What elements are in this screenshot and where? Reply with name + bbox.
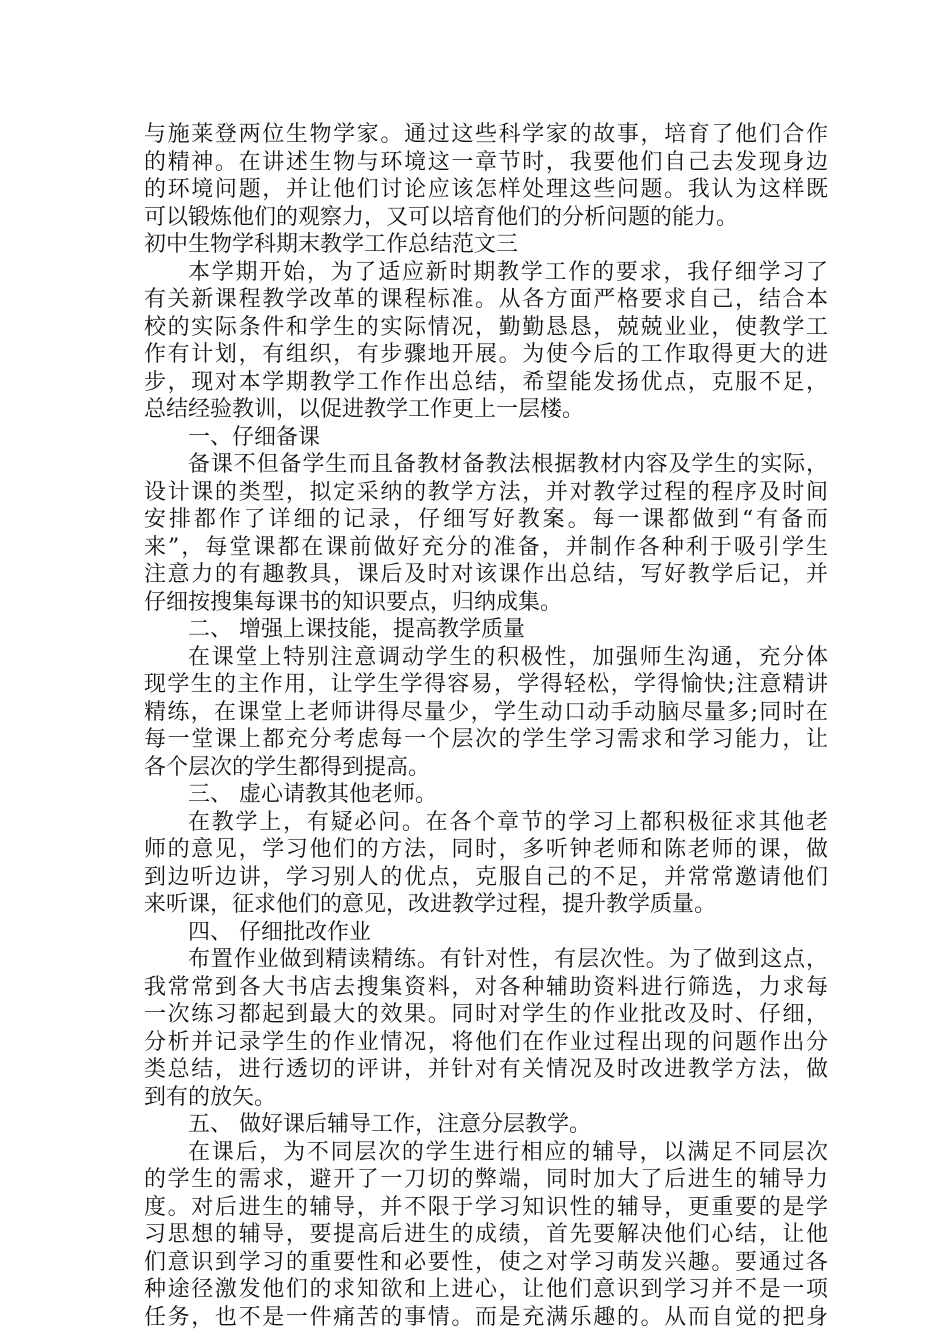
text-line: 仔细按搜集每课书的知识要点，归纳成集。 bbox=[144, 589, 563, 615]
heading-text: 五、 做好课后辅导工作，注意分层教学。 bbox=[188, 1112, 591, 1137]
text-line: 任务，也不是一件痛苦的事情。而是充满乐趣的。从而自觉的把身 bbox=[144, 1304, 828, 1330]
paragraph-homework bbox=[144, 946, 828, 1111]
text-line: 度。对后进生的辅导，并不限于学习知识性的辅导，更重要的是学 bbox=[144, 1194, 828, 1220]
text-line: 的环境问题，并让他们讨论应该怎样处理这些问题。我认为这样既 bbox=[144, 177, 828, 202]
text-line: 步，现对本学期教学工作作出总结，希望能发扬优点，克服不足， bbox=[144, 369, 828, 395]
text-line: 与施莱登两位生物学家。通过这些科学家的故事，培育了他们合作 bbox=[144, 122, 828, 147]
text-line: 有关新课程教学改革的课程标准。从各方面严格要求自己，结合本 bbox=[144, 287, 828, 312]
text-line: 各个层次的学生都得到提高。 bbox=[144, 754, 431, 780]
text-line: 精练，在课堂上老师讲得尽量少，学生动口动手动脑尽量多;同时在 bbox=[144, 699, 828, 725]
text-line: 总结经验教训，以促进教学工作更上一层楼。 bbox=[144, 397, 585, 422]
text-line: 本学期开始，为了适应新时期教学工作的要求，我仔细学习了 bbox=[188, 259, 828, 285]
text-line: 备课不但备学生而且备教材备教法根据教材内容及学生的实际， bbox=[188, 452, 828, 477]
text-line: 习思想的辅导，要提高后进生的成绩，首先要解决他们心结，让他 bbox=[144, 1222, 828, 1247]
text-line: 每一堂课上都充分考虑每一个层次的学生学习需求和学习能力，让 bbox=[144, 727, 828, 752]
text-line: 作有计划，有组织，有步骤地开展。为使今后的工作取得更大的进 bbox=[144, 342, 828, 367]
heading-2 bbox=[144, 616, 828, 644]
text-line: 注意力的有趣教具，课后及时对该课作出总结，写好教学后记，并 bbox=[144, 562, 828, 587]
title-text: 初中生物学科期末教学工作总结范文三 bbox=[144, 232, 519, 257]
paragraph-intro bbox=[144, 259, 828, 424]
heading-text: 四、 仔细批改作业 bbox=[188, 919, 371, 945]
heading-5 bbox=[144, 1111, 828, 1139]
text-line: 到边听边讲，学习别人的优点，克服自己的不足，并常常邀请他们 bbox=[144, 864, 828, 890]
text-line: 的学生的需求，避开了一刀切的弊端，同时加大了后进生的辅导力 bbox=[144, 1167, 828, 1192]
text-line: 可以锻炼他们的观察力，又可以培育他们的分析问题的能力。 bbox=[144, 204, 739, 230]
section-title bbox=[144, 231, 828, 259]
text-line: 校的实际条件和学生的实际情况，勤勤恳恳，兢兢业业，使教学工 bbox=[144, 314, 828, 340]
text-line: 在教学上，有疑必问。在各个章节的学习上都积极征求其他老 bbox=[188, 809, 828, 835]
text-line: 现学生的主作用，让学生学得容易，学得轻松，学得愉快;注意精讲 bbox=[144, 672, 828, 697]
heading-text: 三、 虚心请教其他老师。 bbox=[188, 782, 437, 807]
heading-1 bbox=[144, 424, 828, 452]
text-line: 来”，每堂课都在课前做好充分的准备，并制作各种利于吸引学生 bbox=[144, 534, 828, 560]
text-line: 设计课的类型，拟定采纳的教学方法，并对教学过程的程序及时间 bbox=[144, 479, 828, 505]
paragraph-lesson-prep bbox=[144, 451, 828, 616]
text-line: 到有的放矢。 bbox=[144, 1084, 277, 1110]
text-line: 师的意见，学习他们的方法，同时，多听钟老师和陈老师的课，做 bbox=[144, 837, 828, 862]
text-line: 在课堂上特别注意调动学生的积极性，加强师生沟通，充分体 bbox=[188, 644, 828, 670]
heading-text: 一、仔细备课 bbox=[188, 424, 321, 450]
text-line: 布置作业做到精读精练。有针对性，有层次性。为了做到这点， bbox=[188, 947, 828, 972]
paragraph-tutoring bbox=[144, 1139, 828, 1332]
heading-text: 二、 增强上课技能，提高教学质量 bbox=[188, 617, 525, 642]
document-page bbox=[144, 121, 828, 1331]
paragraph-continuation bbox=[144, 121, 828, 231]
text-line: 类总结，进行透切的评讲，并针对有关情况及时改进教学方法，做 bbox=[144, 1057, 828, 1082]
paragraph-teaching-skills bbox=[144, 644, 828, 782]
paragraph-consult-teachers bbox=[144, 809, 828, 919]
text-line: 来听课，征求他们的意见，改进教学过程，提升教学质量。 bbox=[144, 892, 717, 917]
text-line: 分析并记录学生的作业情况，将他们在作业过程出现的问题作出分 bbox=[144, 1029, 828, 1055]
text-line: 我常常到各大书店去搜集资料，对各种辅助资料进行筛选，力求每 bbox=[144, 974, 828, 1000]
text-line: 一次练习都起到最大的效果。同时对学生的作业批改及时、仔细， bbox=[144, 1002, 828, 1027]
heading-3 bbox=[144, 781, 828, 809]
text-line: 种途径激发他们的求知欲和上进心，让他们意识到学习并不是一项 bbox=[144, 1277, 828, 1302]
text-line: 安排都作了详细的记录，仔细写好教案。每一课都做到“有备而 bbox=[144, 507, 828, 532]
text-line: 在课后，为不同层次的学生进行相应的辅导，以满足不同层次 bbox=[188, 1139, 828, 1165]
text-line: 们意识到学习的重要性和必要性，使之对学习萌发兴趣。要通过各 bbox=[144, 1249, 828, 1275]
text-line: 的精神。在讲述生物与环境这一章节时，我要他们自己去发现身边 bbox=[144, 149, 828, 175]
heading-4 bbox=[144, 919, 828, 947]
